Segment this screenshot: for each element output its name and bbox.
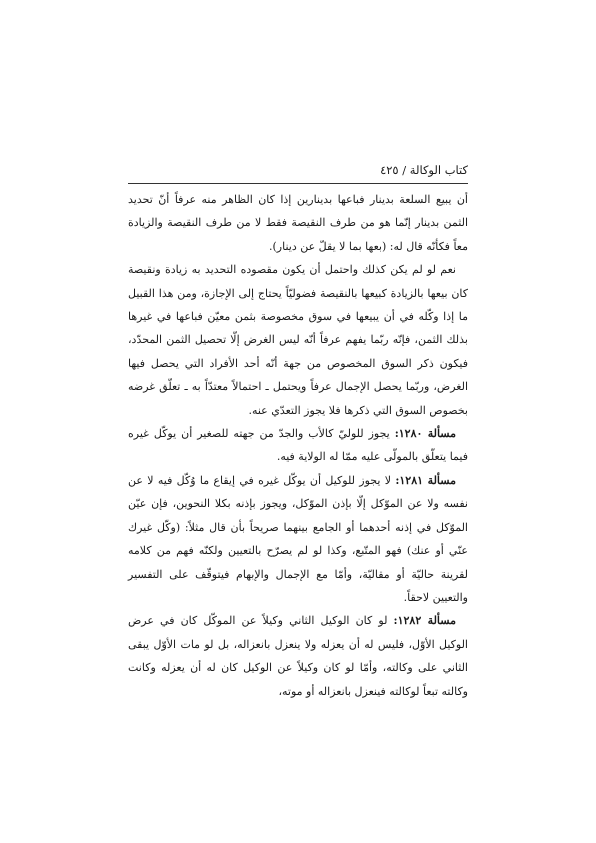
paragraph-text: لو كان الوكيل الثاني وكيلاً عن الموكّل كان في عرض الوكيل الأوّل، فليس له أن يعزله ولا ينعزل بانعزاله، بل لو مات الأوّل يبقى الثاني على وكالته، وأمّا لو كان وكيلاً عن الوكيل كان له أن يعزله وكانت وكالته تبعاً لوكالته فينعزل بانعزاله أو موته، <box>128 614 468 698</box>
issue-paragraph <box>128 609 468 703</box>
issue-number: مسألة ١٢٨٢: <box>393 614 456 628</box>
paragraph <box>128 258 468 422</box>
page-body <box>128 188 468 703</box>
running-header: كتاب الوكالة / ٤٢٥ <box>380 163 468 177</box>
paragraph-text: أن يبيع السلعة بدينار فباعها بدينارين إذا كان الظاهر منه عرفاً أنّ تحديد الثمن بدينار إنّما هو من طرف النقيصة فقط لا من طرف النقيصة والزيادة معاً فكأنّه قال له: (بعها بما لا يقلّ عن دينار). <box>128 193 468 253</box>
paragraph <box>128 188 468 258</box>
paragraph-text: نعم لو لم يكن كذلك واحتمل أن يكون مقصوده التحديد به زيادة ونقيصة كان بيعها بالزيادة كبيعها بالنقيصة فضوليّاً يحتاج إلى الإجازة، ومن هذا القبيل ما إذا وكّله في أن يبيعها في سوق مخصوصة بثمن معيّن فباعها في غيرها بذلك الثمن، فإنّه ربّما يفهم عرفاً أنّه ليس الغرض إلّا تحصيل الثمن المحدّد، فيكون ذكر السوق المخصوص من جهة أنّه أحد الأفراد التي يحصل فيها الغرض، وربّما يحصل الإجمال عرفاً ويحتمل ـ احتمالاً معتدّاً به ـ تعلّق غرضه بخصوص السوق التي ذكرها فلا يجوز التعدّي عنه. <box>128 263 468 417</box>
paragraph-text: يجوز للوليّ كالأب والجدّ من جهته للصغير أن يوكّل غيره فيما يتعلّق بالمولّى عليه ممّا له الولاية فيه. <box>128 427 468 464</box>
header-rule <box>128 183 468 184</box>
issue-paragraph <box>128 469 468 609</box>
issue-number: مسألة ١٢٨١: <box>395 473 456 487</box>
issue-paragraph <box>128 422 468 469</box>
paragraph-text: لا يجوز للوكيل أن يوكّل غيره في إيقاع ما وُكّل فيه لا عن نفسه ولا عن الموّكل إلّا بإذن الموّكل، ويجوز بإذنه بكلا النحوين، فإن عيّن الموّكل في إذنه أحدهما أو الجامع بينهما صريحاً بأن قال مثلاً: (وكّل غيرك عنّي أو عنك) فهو المتّبع، وكذا لو لم يصرّح بالتعيين ولكنّه فهم من كلامه لقرينة حاليّة أو مقاليّة، وأمّا مع الإجمال والإبهام فيتوقّف على التفسير والتعيين لاحقاً. <box>128 473 468 604</box>
issue-number: مسألة ١٢٨٠: <box>394 427 457 441</box>
